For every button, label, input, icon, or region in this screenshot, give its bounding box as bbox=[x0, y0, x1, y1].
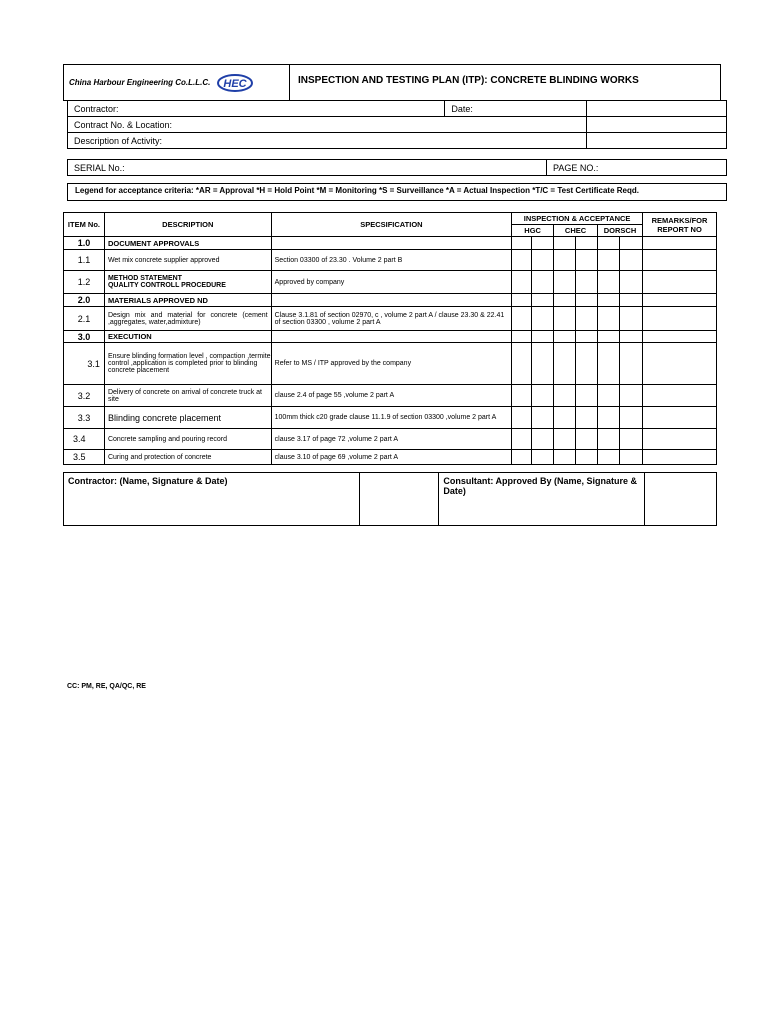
header-chec: CHEC bbox=[554, 225, 598, 237]
remarks-cell[interactable] bbox=[643, 271, 717, 294]
contract-no-field[interactable]: Contract No. & Location: bbox=[68, 117, 587, 133]
check-cell[interactable] bbox=[598, 407, 620, 429]
header-remarks: REMARKS/FOR REPORT NO bbox=[643, 213, 717, 237]
item-description: Design mix and material for concrete (cement ,aggregates, water,admixture) bbox=[104, 307, 271, 331]
item-no: 3.3 bbox=[64, 407, 105, 429]
item-no: 2.0 bbox=[64, 294, 105, 307]
table-row bbox=[64, 429, 717, 450]
item-description: Curing and protection of concrete bbox=[104, 450, 271, 465]
check-cell[interactable] bbox=[598, 237, 620, 250]
item-spec: clause 3.10 of page 69 ,volume 2 part A bbox=[271, 450, 512, 465]
check-cell[interactable] bbox=[620, 385, 643, 407]
item-no: 3.1 bbox=[64, 343, 105, 385]
qc-procedure-label: QUALITY CONTROLL PROCEDURE bbox=[107, 282, 226, 289]
check-cell[interactable] bbox=[598, 450, 620, 465]
table-row bbox=[64, 331, 717, 343]
check-cell[interactable] bbox=[554, 250, 576, 271]
contractor-signature[interactable]: Contractor: (Name, Signature & Date) bbox=[64, 473, 360, 526]
check-cell[interactable] bbox=[598, 271, 620, 294]
check-cell[interactable] bbox=[598, 343, 620, 385]
check-cell[interactable] bbox=[598, 331, 620, 343]
table-row bbox=[64, 407, 717, 429]
remarks-cell[interactable] bbox=[643, 385, 717, 407]
contractor-field[interactable]: Contractor: bbox=[68, 101, 445, 117]
check-cell[interactable] bbox=[598, 307, 620, 331]
item-description: Ensure blinding formation level , compaction ,termite control ,application is completed prior to blinding concrete placement bbox=[104, 343, 271, 385]
check-cell[interactable] bbox=[512, 307, 532, 331]
check-cell[interactable] bbox=[620, 271, 643, 294]
chec-logo bbox=[216, 73, 254, 93]
check-cell[interactable] bbox=[620, 450, 643, 465]
item-no: 3.5 bbox=[64, 450, 105, 465]
item-spec bbox=[271, 294, 512, 307]
check-cell[interactable] bbox=[554, 407, 576, 429]
item-no: 3.0 bbox=[64, 331, 105, 343]
table-row bbox=[64, 450, 717, 465]
serial-no-field[interactable]: SERIAL No.: bbox=[68, 160, 547, 176]
activity-value[interactable] bbox=[587, 133, 727, 149]
item-no: 3.2 bbox=[64, 385, 105, 407]
header-description: DESCRIPTION bbox=[104, 213, 271, 237]
check-cell[interactable] bbox=[532, 343, 554, 385]
remarks-cell[interactable] bbox=[643, 429, 717, 450]
check-cell[interactable] bbox=[576, 271, 598, 294]
check-cell[interactable] bbox=[620, 250, 643, 271]
item-spec bbox=[271, 237, 512, 250]
check-cell[interactable] bbox=[512, 343, 532, 385]
remarks-cell[interactable] bbox=[643, 307, 717, 331]
check-cell[interactable] bbox=[554, 450, 576, 465]
remarks-signature-cell[interactable] bbox=[645, 473, 717, 526]
header-dorsch: DORSCH bbox=[598, 225, 643, 237]
check-cell[interactable] bbox=[598, 250, 620, 271]
check-cell[interactable] bbox=[512, 450, 532, 465]
check-cell[interactable] bbox=[598, 429, 620, 450]
item-description: DOCUMENT APPROVALS bbox=[104, 237, 271, 250]
check-cell[interactable] bbox=[620, 294, 643, 307]
check-cell[interactable] bbox=[512, 331, 532, 343]
check-cell[interactable] bbox=[532, 294, 554, 307]
cc-line: CC: PM, RE, QA/QC, RE bbox=[67, 683, 146, 690]
check-cell[interactable] bbox=[554, 294, 576, 307]
check-cell[interactable] bbox=[532, 407, 554, 429]
check-cell[interactable] bbox=[576, 450, 598, 465]
check-cell[interactable] bbox=[554, 307, 576, 331]
check-cell[interactable] bbox=[576, 237, 598, 250]
serial-table bbox=[67, 159, 727, 176]
check-cell[interactable] bbox=[512, 294, 532, 307]
remarks-cell[interactable] bbox=[643, 450, 717, 465]
check-cell[interactable] bbox=[620, 343, 643, 385]
check-cell[interactable] bbox=[576, 343, 598, 385]
check-cell[interactable] bbox=[512, 385, 532, 407]
method-statement-label: METHOD STATEMENT bbox=[107, 275, 182, 282]
header-specification: SPECSIFICATION bbox=[271, 213, 512, 237]
company-block bbox=[64, 65, 290, 100]
company-name: China Harbour Engineering Co.L.L.C. bbox=[69, 78, 211, 87]
check-cell[interactable] bbox=[598, 385, 620, 407]
document-header bbox=[63, 64, 721, 101]
item-spec: Approved by company bbox=[271, 271, 512, 294]
item-spec: clause 2.4 of page 55 ,volume 2 part A bbox=[271, 385, 512, 407]
check-cell[interactable] bbox=[512, 250, 532, 271]
table-row bbox=[64, 294, 717, 307]
item-description: Blinding concrete placement bbox=[104, 407, 271, 429]
remarks-cell[interactable] bbox=[643, 343, 717, 385]
item-description: Delivery of concrete on arrival of concrete truck at site bbox=[104, 385, 271, 407]
consultant-signature[interactable]: Consultant: Approved By (Name, Signature & Date) bbox=[439, 473, 645, 526]
item-description: MATERIALS APPROVED ND bbox=[104, 294, 271, 307]
check-cell[interactable] bbox=[532, 307, 554, 331]
table-row bbox=[64, 343, 717, 385]
check-cell[interactable] bbox=[620, 331, 643, 343]
check-cell[interactable] bbox=[532, 331, 554, 343]
item-spec: Clause 3.1.81 of section 02970, c , volume 2 part A / clause 23.30 & 22.41 of section 03300 , volume 2 part A bbox=[271, 307, 512, 331]
check-cell[interactable] bbox=[512, 237, 532, 250]
table-row bbox=[64, 250, 717, 271]
check-cell[interactable] bbox=[576, 407, 598, 429]
item-spec: Refer to MS / ITP approved by the company bbox=[271, 343, 512, 385]
item-no: 3.4 bbox=[64, 429, 105, 450]
item-no: 1.0 bbox=[64, 237, 105, 250]
contract-no-value[interactable] bbox=[587, 117, 727, 133]
check-cell[interactable] bbox=[598, 294, 620, 307]
check-cell[interactable] bbox=[620, 307, 643, 331]
signature-table bbox=[63, 472, 717, 526]
item-spec bbox=[271, 331, 512, 343]
check-cell[interactable] bbox=[512, 407, 532, 429]
check-cell[interactable] bbox=[554, 271, 576, 294]
table-row bbox=[64, 271, 717, 294]
item-description: Wet mix concrete supplier approved bbox=[104, 250, 271, 271]
check-cell[interactable] bbox=[620, 237, 643, 250]
check-cell[interactable] bbox=[620, 429, 643, 450]
check-cell[interactable] bbox=[554, 343, 576, 385]
check-cell[interactable] bbox=[554, 429, 576, 450]
item-no: 2.1 bbox=[64, 307, 105, 331]
remarks-cell[interactable] bbox=[643, 407, 717, 429]
check-cell[interactable] bbox=[532, 271, 554, 294]
check-cell[interactable] bbox=[554, 237, 576, 250]
check-cell[interactable] bbox=[554, 385, 576, 407]
page-no-field[interactable]: PAGE NO.: bbox=[547, 160, 727, 176]
check-cell[interactable] bbox=[532, 450, 554, 465]
date-value[interactable] bbox=[587, 101, 727, 117]
remarks-cell[interactable] bbox=[643, 250, 717, 271]
remarks-cell[interactable] bbox=[643, 331, 717, 343]
legend-box: Legend for acceptance criteria: *AR = Approval *H = Hold Point *M = Monitoring *S = Surveillance *A = Actual Inspection *T/C = Test Certificate Reqd. bbox=[67, 183, 727, 201]
item-spec: Section 03300 of 23.30 . Volume 2 part B bbox=[271, 250, 512, 271]
header-inspection: INSPECTION & ACCEPTANCE bbox=[512, 213, 643, 225]
item-no: 1.2 bbox=[64, 271, 105, 294]
check-cell[interactable] bbox=[576, 307, 598, 331]
header-item-no: ITEM No. bbox=[64, 213, 105, 237]
check-cell[interactable] bbox=[554, 331, 576, 343]
svg-text:HEC: HEC bbox=[223, 77, 247, 90]
info-table bbox=[67, 100, 727, 149]
table-row bbox=[64, 237, 717, 250]
item-description bbox=[104, 271, 271, 294]
item-spec: 100mm thick c20 grade clause 11.1.9 of section 03300 ,volume 2 part A bbox=[271, 407, 512, 429]
check-cell[interactable] bbox=[620, 407, 643, 429]
check-cell[interactable] bbox=[576, 429, 598, 450]
check-cell[interactable] bbox=[512, 429, 532, 450]
table-row bbox=[64, 307, 717, 331]
remarks-cell[interactable] bbox=[643, 237, 717, 250]
header-hgc: HGC bbox=[512, 225, 554, 237]
check-cell[interactable] bbox=[512, 271, 532, 294]
signature-blank[interactable] bbox=[359, 473, 439, 526]
check-cell[interactable] bbox=[576, 385, 598, 407]
remarks-cell[interactable] bbox=[643, 294, 717, 307]
check-cell[interactable] bbox=[532, 385, 554, 407]
check-cell[interactable] bbox=[576, 250, 598, 271]
activity-field[interactable]: Description of Activity: bbox=[68, 133, 587, 149]
check-cell[interactable] bbox=[532, 250, 554, 271]
itp-table bbox=[63, 212, 717, 465]
item-spec: clause 3.17 of page 72 ,volume 2 part A bbox=[271, 429, 512, 450]
item-description: EXECUTION bbox=[104, 331, 271, 343]
check-cell[interactable] bbox=[532, 237, 554, 250]
item-description: Concrete sampling and pouring record bbox=[104, 429, 271, 450]
table-row bbox=[64, 385, 717, 407]
document-title: INSPECTION AND TESTING PLAN (ITP): CONCRETE BLINDING WORKS bbox=[298, 75, 639, 86]
item-no: 1.1 bbox=[64, 250, 105, 271]
check-cell[interactable] bbox=[532, 429, 554, 450]
check-cell[interactable] bbox=[576, 294, 598, 307]
check-cell[interactable] bbox=[576, 331, 598, 343]
date-field[interactable]: Date: bbox=[445, 101, 587, 117]
